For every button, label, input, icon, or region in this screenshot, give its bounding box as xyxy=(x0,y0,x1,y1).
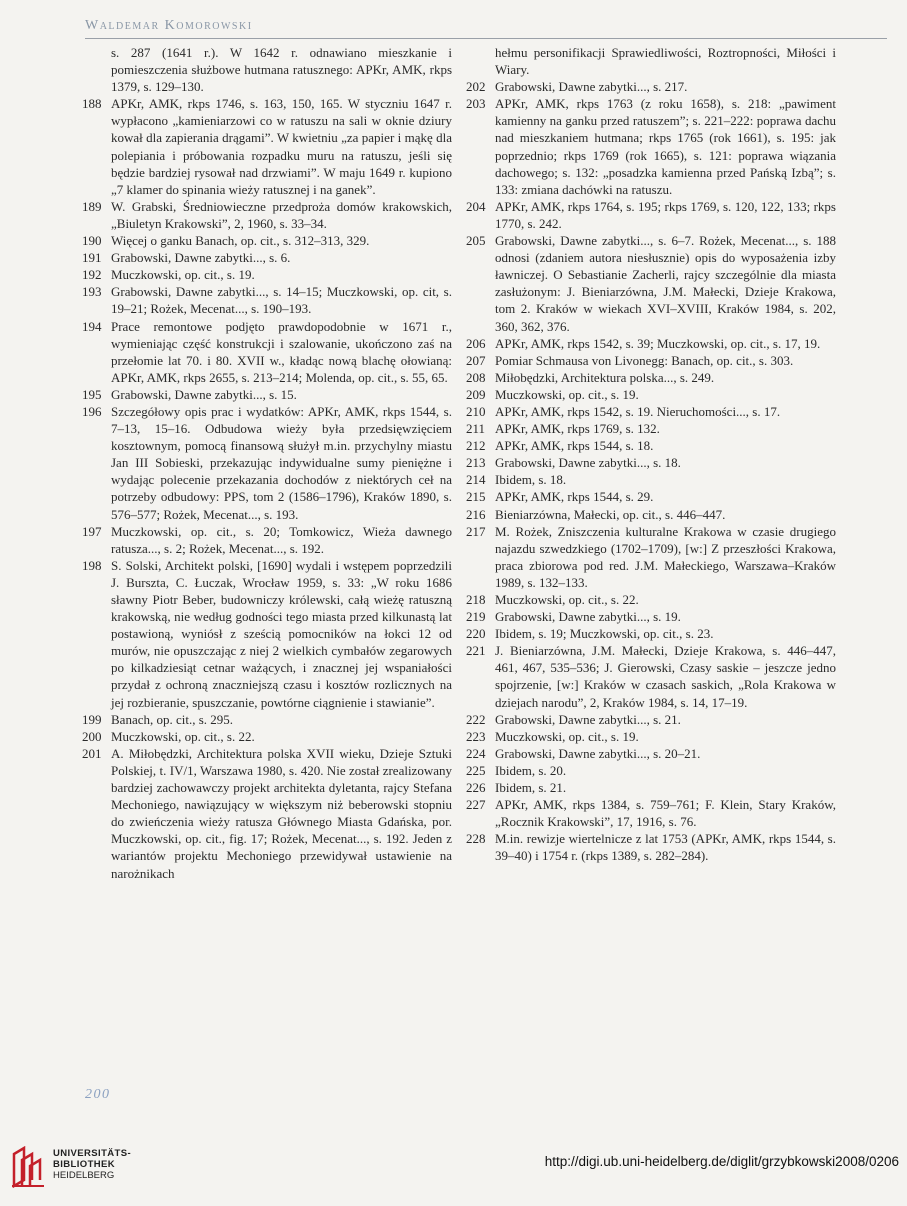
footnote: 193 Grabowski, Dawne zabytki..., s. 14–15; Muczkowski, op. cit, s. 19–21; Rożek, Mecenat..., s. 190–193. xyxy=(82,284,452,317)
footnote: 220 Ibidem, s. 19; Muczkowski, op. cit., s. 23. xyxy=(466,626,714,642)
footnote: 225 Ibidem, s. 20. xyxy=(466,762,567,778)
footnote: 209 Muczkowski, op. cit., s. 19. xyxy=(466,386,639,402)
footnote: 210 APKr, AMK, rkps 1542, s. 19. Nieruchomości..., s. 17. xyxy=(466,403,781,419)
footnote: 211 APKr, AMK, rkps 1769, s. 132. xyxy=(466,421,660,437)
footnote: 203 APKr, AMK, rkps 1763 (z roku 1658), s. 218: „pawiment kamienny na ganku przed ratuszem”; s. 221–222: poprawa dachu nad mieszkaniem hutmana; rkps 1765 (rok 1661), s. 195: jak poprzednio; rkps 1769 (rok 1665), s. 121: poprawa wiązania dachowego; s. 132: „posadzka kamienna przed Pańską Izbą”; s. 133: zmiana dachówki na ratuszu. xyxy=(466,96,836,197)
footnote: 197 Muczkowski, op. cit., s. 20; Tomkowicz, Wieża dawnego ratusza..., s. 2; Rożek, Mecenat..., s. 192. xyxy=(82,523,452,556)
footnote: 208 Miłobędzki, Architektura polska..., s. 249. xyxy=(466,369,715,385)
footnote: 190 Więcej o ganku Banach, op. cit., s. 312–313, 329. xyxy=(82,233,370,249)
footnote: 202 Grabowski, Dawne zabytki..., s. 217. xyxy=(466,79,688,95)
footnote: 204 APKr, AMK, rkps 1764, s. 195; rkps 1769, s. 120, 122, 133; rkps 1770, s. 242. xyxy=(466,198,836,231)
page-number: 200 xyxy=(85,1087,111,1102)
footnote: 218 Muczkowski, op. cit., s. 22. xyxy=(466,592,639,607)
footnote: 206 APKr, AMK, rkps 1542, s. 39; Muczkowski, op. cit., s. 17, 19. xyxy=(466,335,821,351)
footnote: 201 A. Miłobędzki, Architektura polska XVII wieku, Dzieje Sztuki Polskiej, t. IV/1, Warszawa 1980, s. 420. Nie został zrealizowany bardziej zachowawczy projekt architekta dyletanta, rajcy Stefana Mechoniego, nawiązujący w większym niż beberowski stopniu do zwieńczenia wieży ratusza Głównego Miasta Gdańska, por. Muczkowski, op. cit., fig. 17; Rożek, Mecenat..., s. 192. Jeden z wariantów projektu Mechoniego przewidywał ustawienie na narożnikach xyxy=(82,745,452,881)
library-name: UNIVERSITÄTS- BIBLIOTHEK HEIDELBERG xyxy=(53,1148,132,1181)
footnote: s. 287 (1641 r.). W 1642 r. odnawiano mieszkanie i pomieszczenia służbowe hutmana ratusznego: APKr, AMK, rkps 1379, s. 129–130. xyxy=(111,45,452,95)
footnote: 196 Szczegółowy opis prac i wydatków: APKr, AMK, rkps 1544, s. 7–13, 15–16. Odbudowa wieży była przedsięwzięciem kosztownym, pomocą finansową służył m.in. przychylny miastu Jan III Sobieski, przekazując indywidualne sumy pieniężne i wydając polecenie przekazania dochodów z niektórych ceł na potrzeby odbudowy: PPS, tom 2 (1586–1796), Kraków 1890, s. 576–577; Rożek, Mecenat..., s. 193. xyxy=(82,403,452,522)
footnote: 227 APKr, AMK, rkps 1384, s. 759–761; F. Klein, Stary Kraków, „Rocznik Krakowski”, 17, 1916, s. 76. xyxy=(466,797,836,830)
footnote: 205 Grabowski, Dawne zabytki..., s. 6–7. Rożek, Mecenat..., s. 188 odnosi (zdaniem autora niesłusznie) opis do wyposażenia izby ławniczej. O Sebastianie Zacherli, rajcy szczególnie dla miasta zasłużonym: J. Bieniarzówna, J.M. Małecki, Dzieje Krakowa, tom 2. Kraków w wiekach XVI–XVIII, Kraków 1984, s. 202, 360, 362, 376. xyxy=(466,233,836,334)
footnote: 195 Grabowski, Dawne zabytki..., s. 15. xyxy=(82,386,297,402)
footnote: 192 Muczkowski, op. cit., s. 19. xyxy=(82,267,255,283)
footnote: hełmu personifikacji Sprawiedliwości, Roztropności, Miłości i Wiary. xyxy=(495,45,836,78)
footnote: 191 Grabowski, Dawne zabytki..., s. 6. xyxy=(82,250,291,266)
footnote: 216 Bieniarzówna, Małecki, op. cit., s. 446–447. xyxy=(466,506,726,522)
running-header xyxy=(85,14,887,39)
source-url[interactable]: http://digi.ub.uni-heidelberg.de/diglit/grzybkowski2008/0206 xyxy=(544,1154,899,1169)
footnote: 219 Grabowski, Dawne zabytki..., s. 19. xyxy=(466,609,681,625)
footnotes-right-column xyxy=(466,44,836,865)
footnote: 217 M. Rożek, Zniszczenia kulturalne Krakowa w czasie drugiego najazdu szwedzkiego (1702–1709), [w:] Z przeszłości Krakowa, praca zbiorowa pod red. J.M. Małeckiego, Warszawa–Kraków 1989, s. 132–133. xyxy=(466,523,836,590)
footnote: 213 Grabowski, Dawne zabytki..., s. 18. xyxy=(466,455,681,471)
footnote: 221 J. Bieniarzówna, J.M. Małecki, Dzieje Krakowa, s. 446–447, 461, 467, 535–536; J. Gierowski, Czasy saskie – jeszcze jedno spojrzenie, [w:] Kraków w czasach saskich, „Rola Krakowa w dziejach narodu”, 2, Kraków 1984, s. 14, 17–19. xyxy=(466,643,836,710)
footnote: 222 Grabowski, Dawne zabytki..., s. 21. xyxy=(466,711,681,727)
author-name: Waldemar Komorowski xyxy=(85,18,253,33)
footnote: 212 APKr, AMK, rkps 1544, s. 18. xyxy=(466,438,654,454)
footnote: 198 S. Solski, Architekt polski, [1690] wydali i wstępem poprzedzili J. Burszta, C. Łuczak, Wrocław 1959, s. 33: „W roku 1686 sławny Piotr Beber, budowniczy królewski, całą wieżę ratuszną krakowską, nie według godności tego miasta przed kilkunastą lat postawioną, wyniósł z sześcią pomocników na łokci 12 od murów, nie opuszczając z niej 2 wielkich cymbałów zegarowych po kilkadziesiąt cetnar ważących, i znacznej jej wspaniałości przydał z ochroną znaczniejszą czasu i kosztów rozlicznych na jej rozbieranie, spuszczanie, powtórne ciągnienie i stawianie”. xyxy=(82,557,452,710)
footnote: 188 APKr, AMK, rkps 1746, s. 163, 150, 165. W styczniu 1647 r. wypłacono „kamieniarzowi co w ratuszu na sali w oknie dziury kował dla zapierania drągami”. W kwietniu „za papier i mąkę dla polepiania i próbowania rozpadku muru na ratuszu, jeśli się będzie bardziej rysował nad drzwiami”. W maju 1649 r. kupiono „7 klamer do spinania wieży ratusznej i na ganek”. xyxy=(82,96,452,197)
footnote: 207 Pomiar Schmausa von Livonegg: Banach, op. cit., s. 303. xyxy=(466,352,794,368)
footnotes-left-column xyxy=(82,44,452,882)
library-logo-icon xyxy=(10,1146,48,1188)
footnote: 189 W. Grabski, Średniowieczne przedproża domów krakowskich, „Biuletyn Krakowski”, 2, 1960, s. 33–34. xyxy=(82,198,452,231)
footnote: 215 APKr, AMK, rkps 1544, s. 29. xyxy=(466,489,654,505)
footnote: 194 Prace remontowe podjęto prawdopodobnie w 1671 r., wymieniając część konstrukcji i szalowanie, ukończono zaś na przełomie lat 70. i 80. XVII w., kładąc nową blachę ołowianą: APKr, AMK, rkps 2655, s. 213–214; Molenda, op. cit., s. 55, 65. xyxy=(82,318,452,385)
footnote: 200 Muczkowski, op. cit., s. 22. xyxy=(82,728,255,744)
footnote: 214 Ibidem, s. 18. xyxy=(466,472,567,488)
footnote: 223 Muczkowski, op. cit., s. 19. xyxy=(466,728,639,744)
footnote: 226 Ibidem, s. 21. xyxy=(466,780,567,796)
footnote: 228 M.in. rewizje wiertelnicze z lat 1753 (APKr, AMK, rkps 1544, s. 39–40) i 1754 r. (rkps 1389, s. 282–284). xyxy=(466,831,836,864)
footnote: 224 Grabowski, Dawne zabytki..., s. 20–21. xyxy=(466,745,701,761)
footer xyxy=(0,1140,907,1206)
footnote: 199 Banach, op. cit., s. 295. xyxy=(82,711,234,727)
